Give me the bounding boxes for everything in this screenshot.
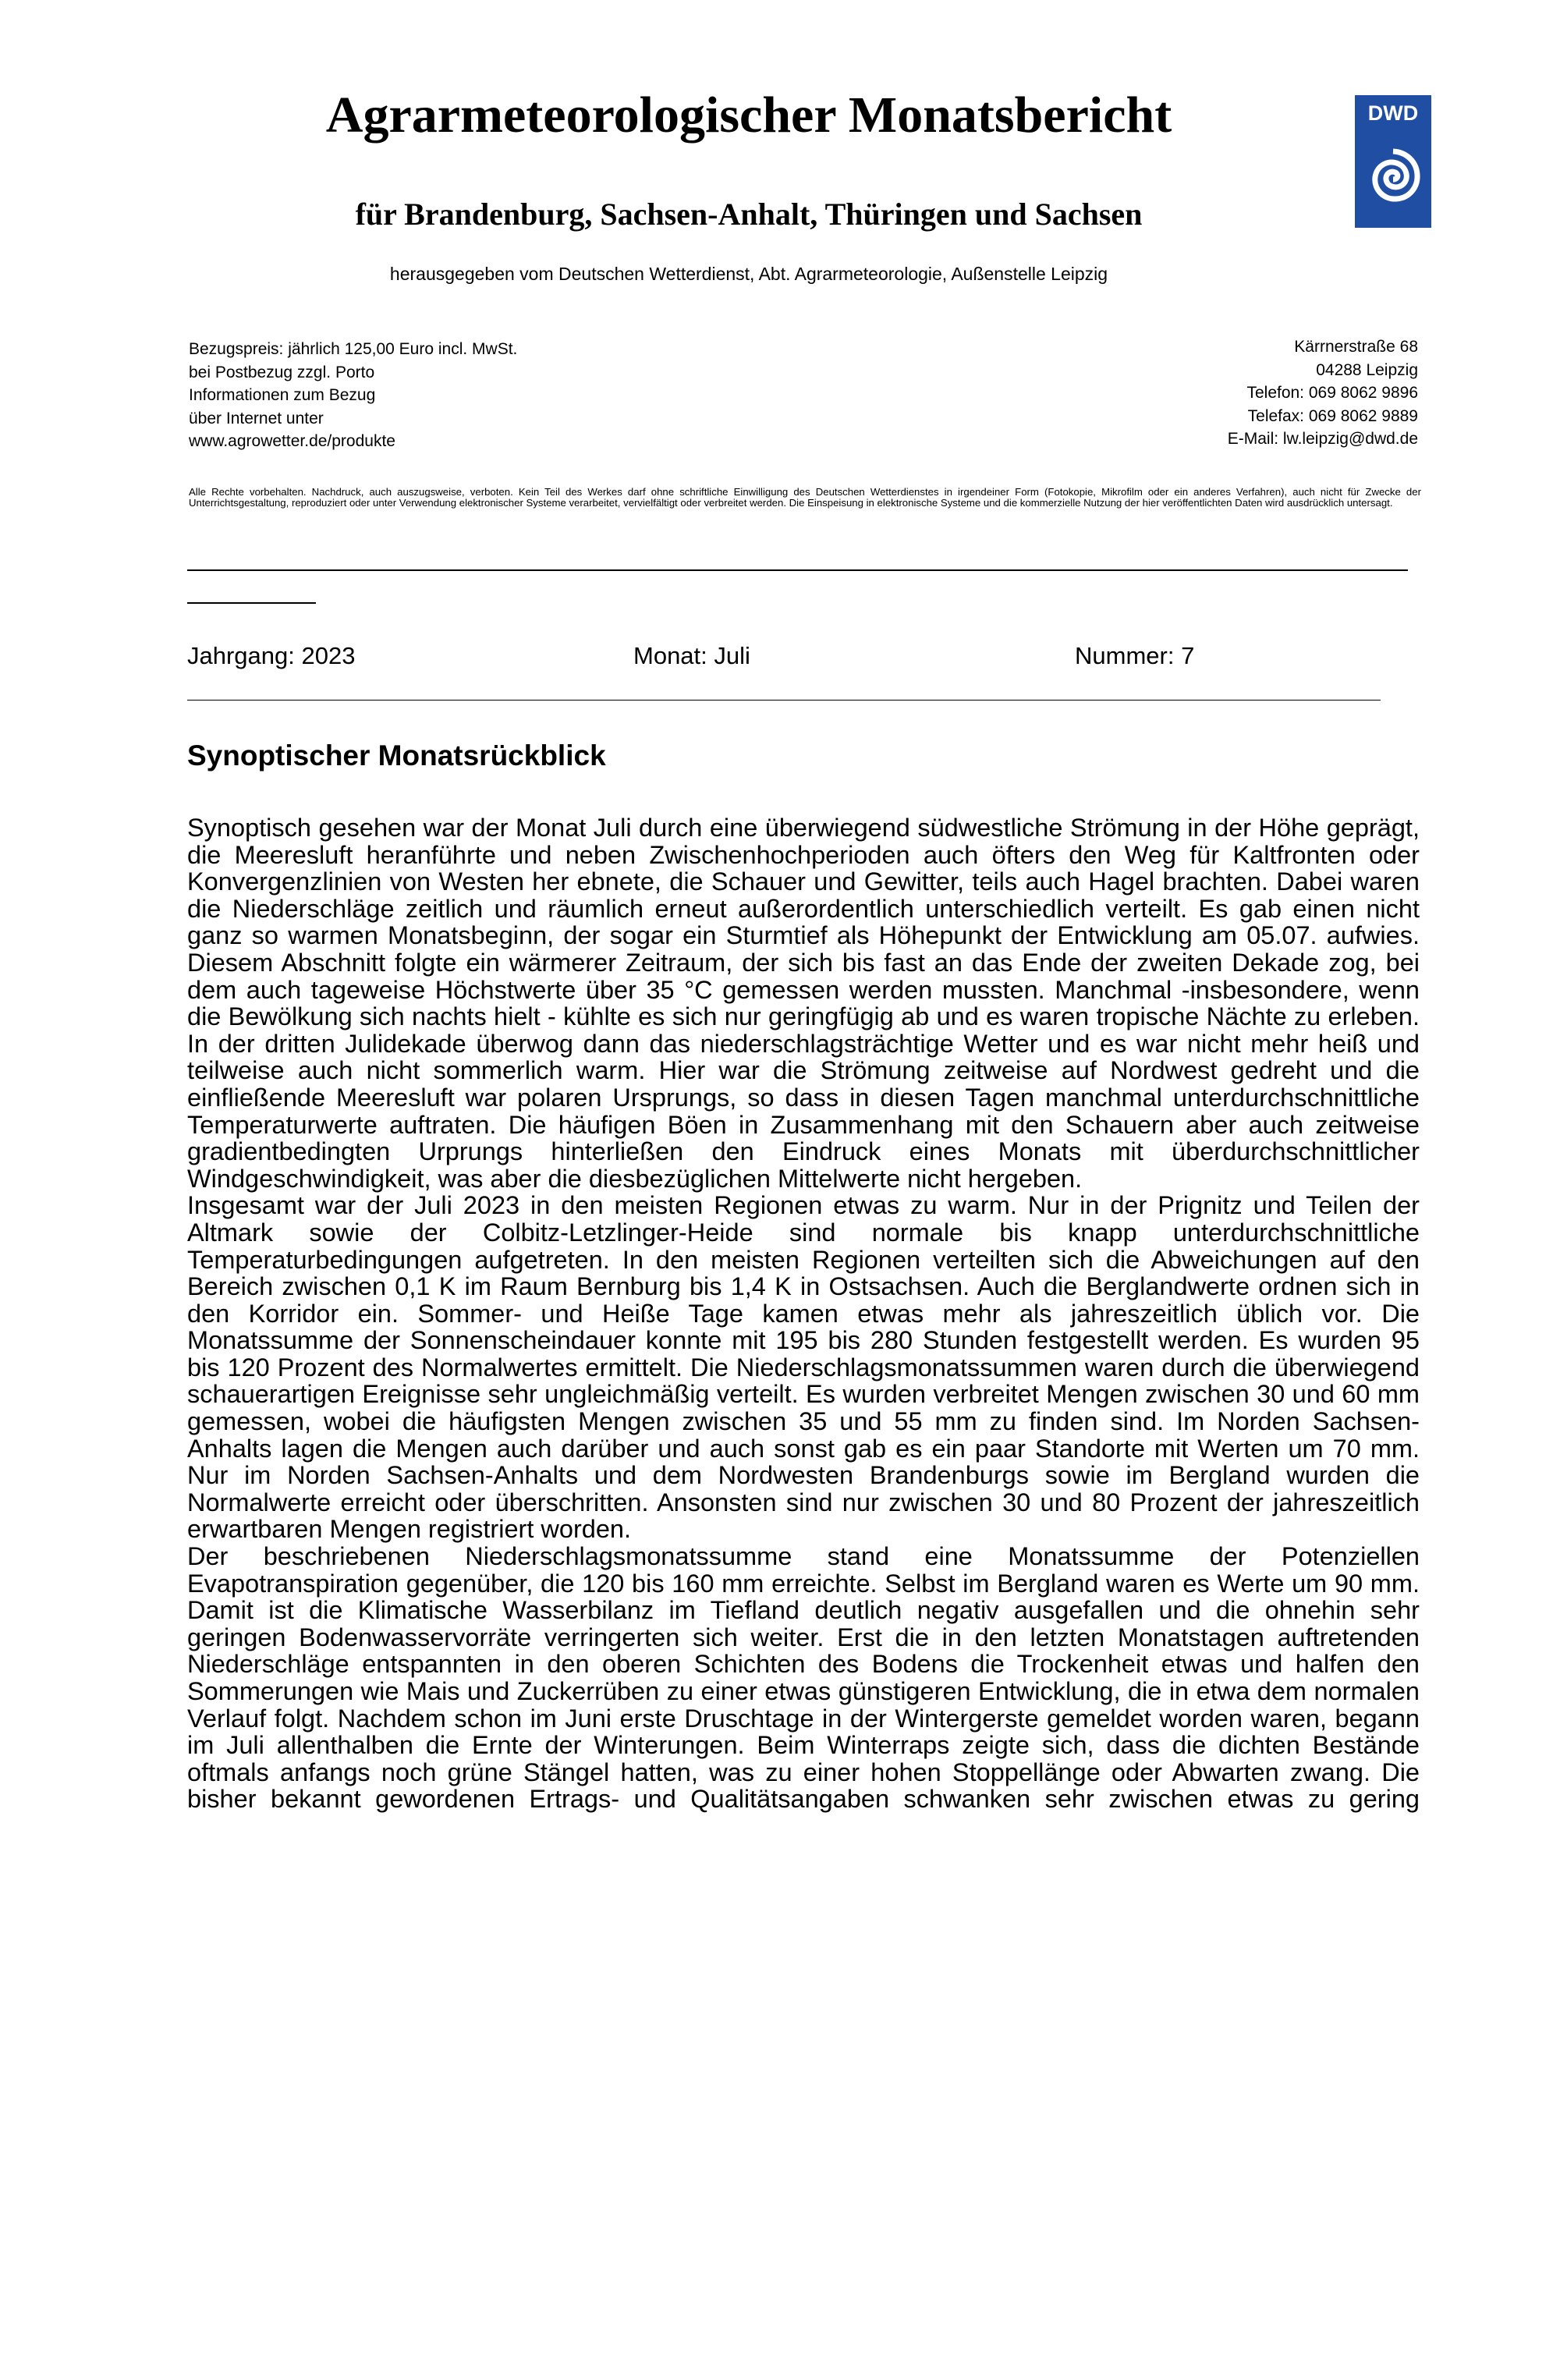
subscription-postage: bei Postbezug zzgl. Porto [189, 363, 375, 381]
issue-number: Nummer: 7 [1075, 642, 1195, 669]
dwd-logo-text: DWD [1367, 101, 1419, 125]
contact-fax: Telefax: 069 8062 9889 [1247, 406, 1418, 425]
subscription-internet: über Internet unter [189, 409, 324, 427]
address-city: 04288 Leipzig [1316, 360, 1418, 379]
contact-address [936, 335, 1418, 451]
report-title: Agrarmeteorologischer Monatsbericht [325, 87, 1172, 144]
subscription-price: Bezugspreis: jährlich 125,00 Euro incl. MwSt. [189, 340, 518, 358]
divider-line [187, 569, 1408, 571]
paragraph-synoptic: Synoptisch gesehen war der Monat Juli durch eine überwiegend südwestliche Strömung in der Höhe geprägt, die Meeresluft heranführte und neben Zwischenhochperioden auch öfters den Weg für Kaltfronten oder Konvergenzlinien von Westen her ebnete, die Schauer und Gewitter, teils auch Hagel brachten. Dabei waren die Niederschläge zeitlich und räumlich erneut außerordentlich unterschiedlich verteilt. Es gab einen nicht ganz so warmen Monatsbeginn, der sogar ein Sturmtief als Höhepunkt der Entwicklung am 05.07. aufwies. Diesem Abschnitt folgte ein wärmerer Zeitraum, der sich bis fast an das Ende der zweiten Dekade zog, bei dem auch tageweise Höchstwerte über 35 °C gemessen werden mussten. Manchmal -insbesondere, wenn die Bewölkung sich nachts hielt - kühlte es sich nur geringfügig ab und es waren tropische Nächte zu erleben. In der dritten Julidekade überwog dann das niederschlagsträchtige Wetter und es war nicht mehr heiß und teilweise auch nicht sommerlich warm. Hier war die Strömung zeitweise auf Nordwest gedreht und die einfließende Meeresluft war polaren Ursprungs, so dass in diesen Tagen manchmal unterdurchschnittliche Temperaturwerte auftraten. Die häufigen Böen in Zusammenhang mit den Schauern aber auch zeitweise gradientbedingten Urprungs hinterließen den Eindruck eines Monats mit überdurchschnittlicher Windgeschwindigkeit, was aber die diesbezüglichen Mittelwerte nicht hergeben. [187, 814, 1420, 1193]
issue-year: Jahrgang: 2023 [187, 642, 356, 669]
spiral-icon [1361, 134, 1425, 220]
subscription-info-label: Informationen zum Bezug [189, 386, 376, 404]
dwd-logo [1355, 95, 1431, 228]
issue-month: Monat: Juli [633, 642, 750, 669]
subscription-url: www.agrowetter.de/produkte [189, 432, 395, 450]
report-subtitle: für Brandenburg, Sachsen-Anhalt, Thüringen und Sachsen [355, 197, 1143, 232]
subscription-info [189, 338, 735, 453]
contact-phone: Telefon: 069 8062 9896 [1246, 384, 1418, 402]
issue-divider [187, 700, 1381, 701]
report-body [187, 814, 1420, 1813]
address-street: Kärrnerstraße 68 [1294, 338, 1418, 356]
contact-email: E-Mail: lw.leipzig@dwd.de [1227, 430, 1418, 448]
divider-line-short [187, 602, 316, 604]
rights-notice: Alle Rechte vorbehalten. Nachdruck, auch auszugsweise, verboten. Kein Teil des Werkes darf ohne schriftliche Einwilligung des Deutschen Wetterdienstes in irgendeiner Form (Fotokopie, Mikrofilm oder ein anderes Verfahren), auch nicht für Zwecke der Unterrichtsgestaltung, reproduziert oder unter Verwendung elektronischer Systeme verarbeitet, vervielfältigt oder verbreitet werden. Die Einspeisung in elektronische Systeme und die kommerzielle Nutzung der hier veröffentlichten Daten wird ausdrücklich untersagt. [189, 486, 1421, 509]
paragraph-temperature: Insgesamt war der Juli 2023 in den meisten Regionen etwas zu warm. Nur in der Prignitz und Teilen der Altmark sowie der Colbitz-Letzlinger-Heide sind normale bis knapp unterdurchschnittliche Temperaturbedingungen aufgetreten. In den meisten Regionen verteilten sich die Abweichungen auf den Bereich zwischen 0,1 K im Raum Bernburg bis 1,4 K in Ostsachsen. Auch die Berglandwerte ordnen sich in den Korridor ein. Sommer- und Heiße Tage kamen etwas mehr als jahreszeitlich üblich vor. Die Monatssumme der Sonnenscheindauer konnte mit 195 bis 280 Stunden festgestellt werden. Es wurden 95 bis 120 Prozent des Normalwertes ermittelt. Die Niederschlagsmonatssummen waren durch die überwiegend schauerartigen Ereignisse sehr ungleichmäßig verteilt. Es wurden verbreitet Mengen zwischen 30 und 60 mm gemessen, wobei die häufigsten Mengen zwischen 35 und 55 mm zu finden sind. Im Norden Sachsen-Anhalts lagen die Mengen auch darüber und auch sonst gab es ein paar Standorte mit Werten um 70 mm. Nur im Norden Sachsen-Anhalts und dem Nordwesten Brandenburgs sowie im Bergland wurden die Normalwerte erreicht oder überschritten. Ansonsten sind nur zwischen 30 und 80 Prozent der jahreszeitlich erwartbaren Mengen registriert worden. [187, 1191, 1420, 1544]
paragraph-water-balance: Der beschriebenen Niederschlagsmonatssumme stand eine Monatssumme der Potenziellen Evapotranspiration gegenüber, die 120 bis 160 mm erreichte. Selbst im Bergland waren es Werte um 90 mm. Damit ist die Klimatische Wasserbilanz im Tiefland deutlich negativ ausgefallen und die ohnehin sehr geringen Bodenwasservorräte verringerten sich weiter. Erst die in den letzten Monatstagen auftretenden Niederschläge entspannten in den oberen Schichten des Bodens die Trockenheit etwas und halfen den Sommerungen wie Mais und Zuckerrüben zu einer etwas günstigeren Entwicklung, die in etwa dem normalen Verlauf folgt. Nachdem schon im Juni erste Druschtage in der Wintergerste gemeldet worden waren, begann im Juli allenthalben die Ernte der Winterungen. Beim Winterraps zeigte sich, dass die dichten Bestände oftmals anfangs noch grüne Stängel hatten, was zu einer hohen Stoppellänge oder Abwarten zwang. Die bisher bekannt gewordenen Ertrags- und Qualitätsangaben schwanken sehr zwischen etwas zu gering [187, 1542, 1420, 1814]
section-heading: Synoptischer Monatsrückblick [187, 740, 606, 771]
publisher-line: herausgegeben vom Deutschen Wetterdienst, Abt. Agrarmeteorologie, Außenstelle Leipzig [389, 264, 1108, 284]
